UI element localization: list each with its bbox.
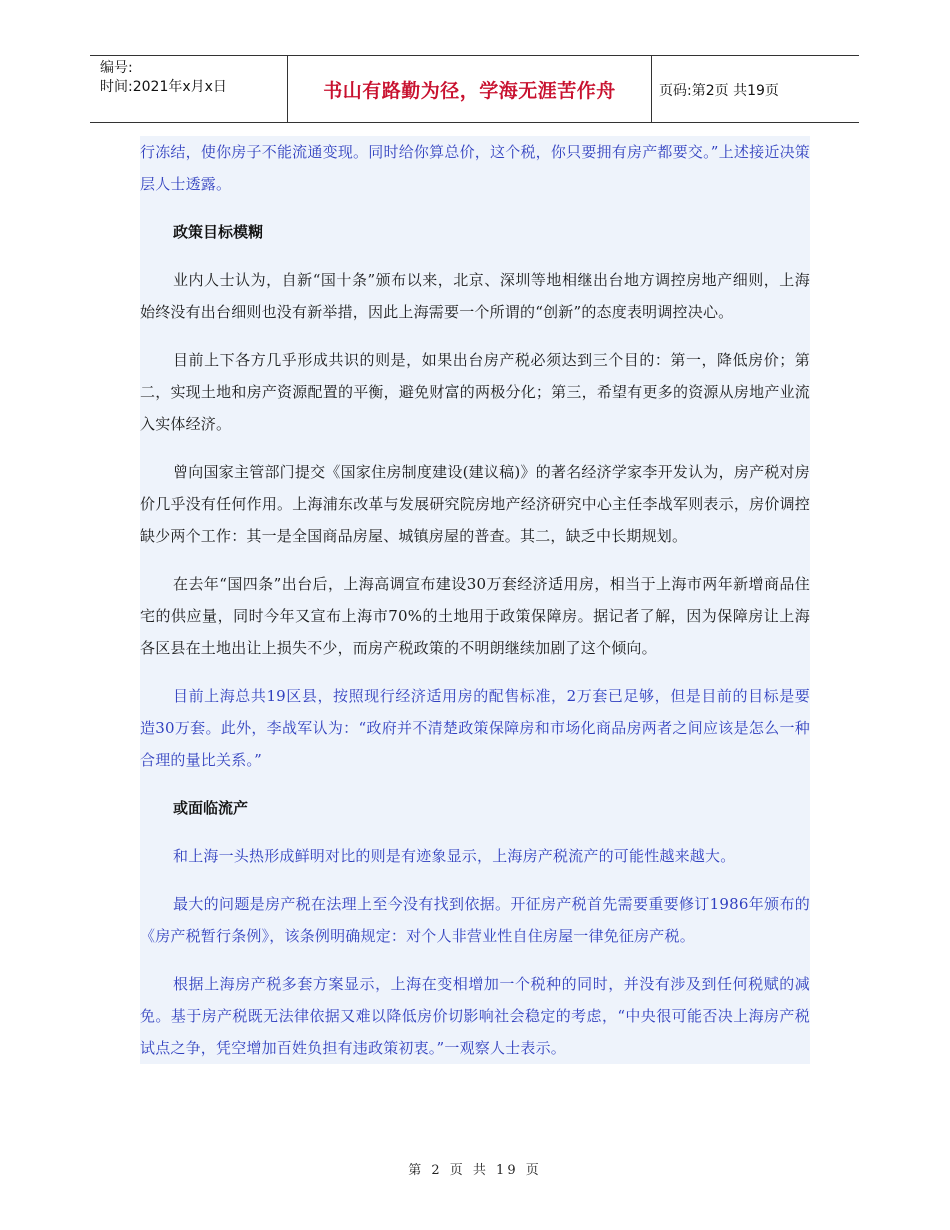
paragraph: 和上海一头热形成鲜明对比的则是有迹象显示，上海房产税流产的可能性越来越大。 bbox=[173, 847, 736, 865]
header-page-number: 页码:第2页 共19页 bbox=[659, 83, 779, 99]
header-serial: 编号: bbox=[100, 60, 133, 76]
section-heading: 或面临流产 bbox=[173, 799, 249, 817]
page-header bbox=[90, 55, 859, 123]
paragraph: 最大的问题是房产税在法理上至今没有找到依据。开征房产税首先需要重要修订1986年颁布的《房产税暂行条例》，该条例明确规定：对个人非营业性自住房屋一律免征房产税。 bbox=[140, 895, 810, 945]
header-meta bbox=[100, 59, 227, 97]
paragraph: 根据上海房产税多套方案显示，上海在变相增加一个税种的同时，并没有涉及到任何税赋的减免。基于房产税既无法律依据又难以降低房价切影响社会稳定的考虑，“中央很可能否决上海房产税试点之争，凭空增加百姓负担有违政策初衷。”一观察人士表示。 bbox=[140, 975, 810, 1057]
page-footer: 第 2 页 共 19 页 bbox=[408, 1163, 542, 1178]
paragraph: 曾向国家主管部门提交《国家住房制度建设(建议稿)》的著名经济学家李开发认为，房产税对房价几乎没有任何作用。上海浦东改革与发展研究院房地产经济研究中心主任李战军则表示，房价调控缺少两个工作：其一是全国商品房屋、城镇房屋的普查。其二，缺乏中长期规划。 bbox=[140, 463, 810, 545]
header-date: 时间:2021年x月x日 bbox=[100, 79, 227, 95]
article-body bbox=[140, 136, 810, 1064]
header-divider bbox=[651, 56, 652, 122]
paragraph: 目前上下各方几乎形成共识的则是，如果出台房产税必须达到三个目的：第一，降低房价；第二，实现土地和房产资源配置的平衡，避免财富的两极分化；第三，希望有更多的资源从房地产业流入实体经济。 bbox=[140, 351, 810, 433]
paragraph: 目前上海总共19区县，按照现行经济适用房的配售标准，2万套已足够，但是目前的目标是要造30万套。此外，李战军认为：“政府并不清楚政策保障房和市场化商品房两者之间应该是怎么一种合理的量比关系。” bbox=[140, 687, 810, 769]
paragraph: 行冻结，使你房子不能流通变现。同时给你算总价，这个税，你只要拥有房产都要交。”上述接近决策层人士透露。 bbox=[140, 143, 810, 193]
section-heading: 政策目标模糊 bbox=[173, 223, 264, 241]
paragraph: 业内人士认为，自新“国十条”颁布以来，北京、深圳等地相继出台地方调控房地产细则，上海始终没有出台细则也没有新举措，因此上海需要一个所谓的“创新”的态度表明调控决心。 bbox=[140, 271, 810, 321]
header-motto: 书山有路勤为径，学海无涯苦作舟 bbox=[323, 80, 616, 102]
paragraph: 在去年“国四条”出台后，上海高调宣布建设30万套经济适用房，相当于上海市两年新增商品住宅的供应量，同时今年又宣布上海市70%的土地用于政策保障房。据记者了解，因为保障房让上海各区县在土地出让上损失不少，而房产税政策的不明朗继续加剧了这个倾向。 bbox=[140, 575, 810, 657]
